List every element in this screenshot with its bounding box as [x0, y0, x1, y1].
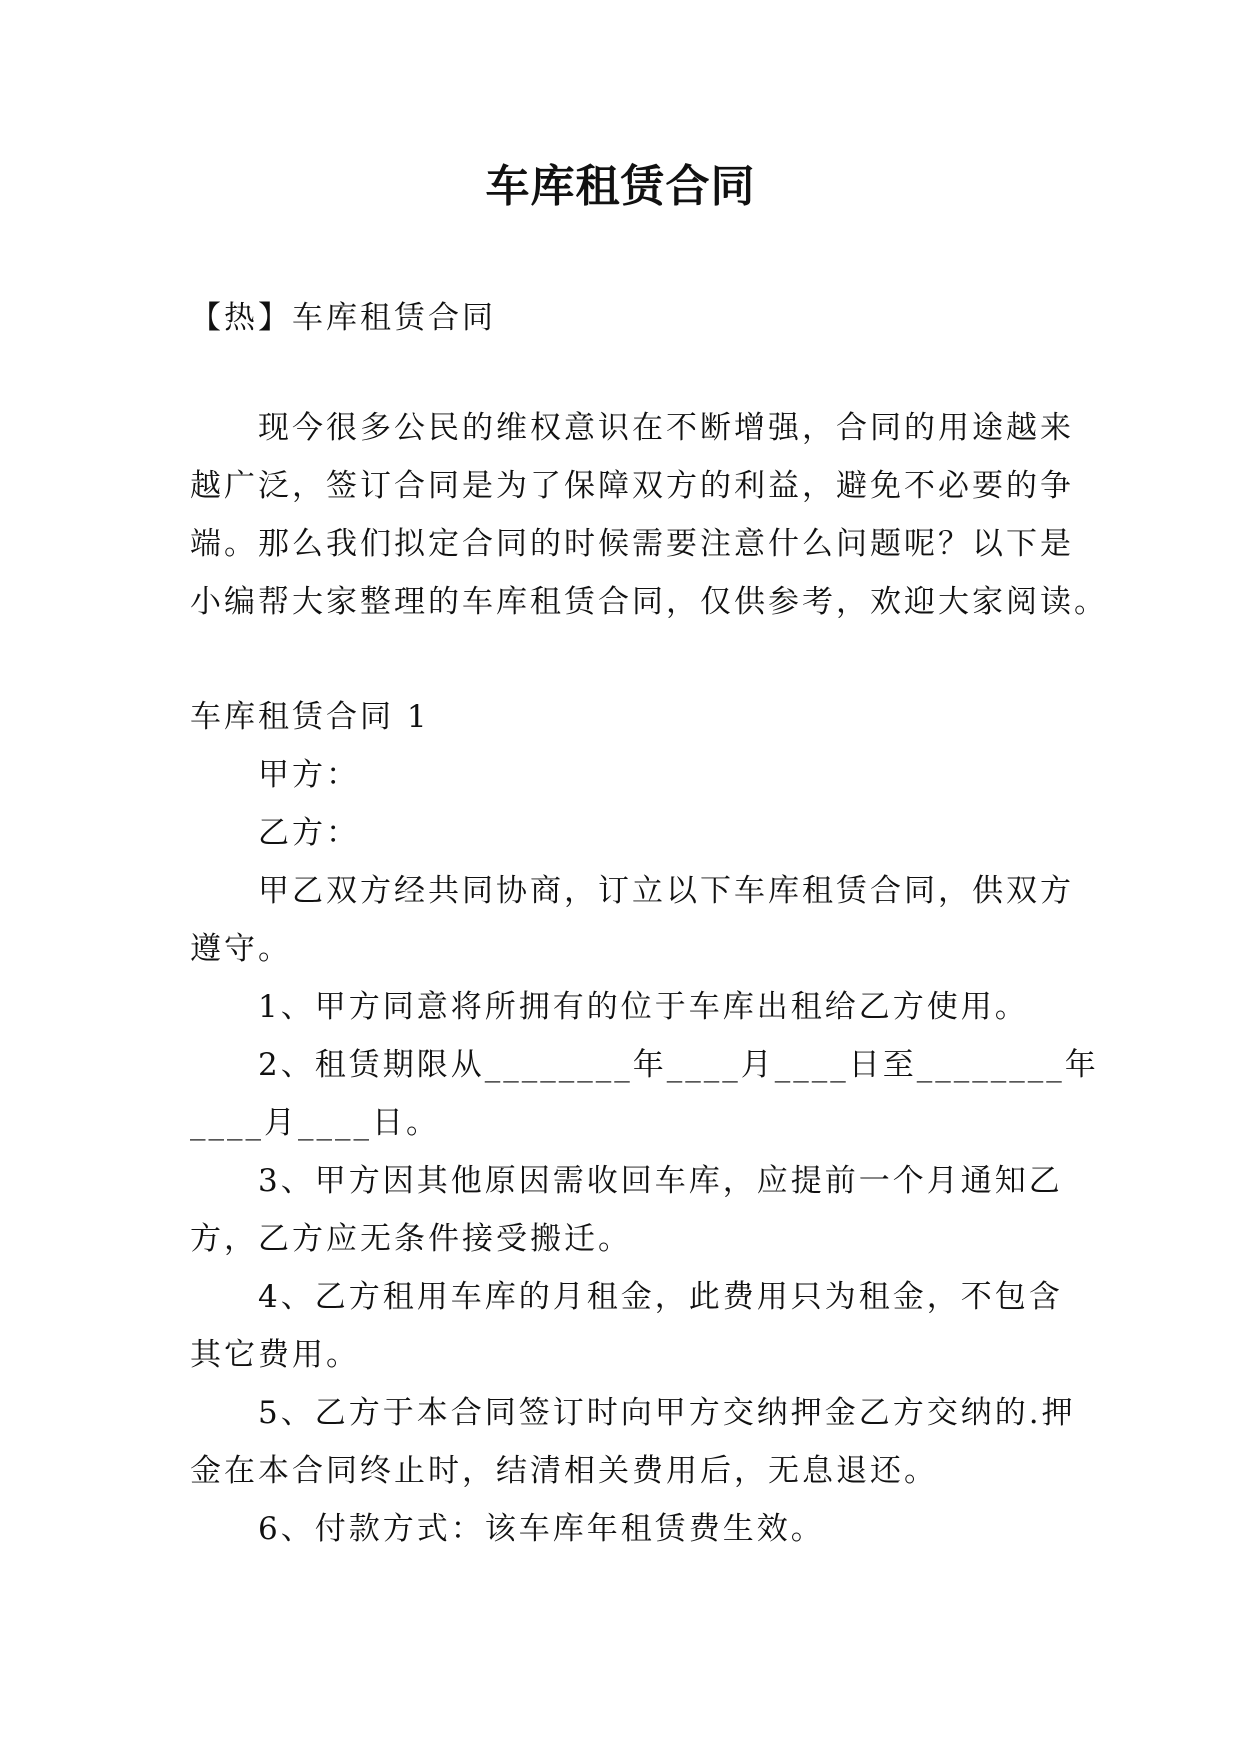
- clause-line: 4、乙方租用车库的月租金，此费用只为租金，不包含: [258, 1279, 1063, 1315]
- contract-heading: 车库租赁合同 1: [190, 699, 430, 735]
- clause-line: 6、付款方式：该车库年租赁费生效。: [258, 1511, 825, 1547]
- clause-line: ____月____日。: [190, 1105, 440, 1141]
- document-subtitle: 【热】车库租赁合同: [190, 300, 496, 336]
- party-b-label: 乙方：: [258, 815, 360, 851]
- intro-line: 小编帮大家整理的车库租赁合同，仅供参考，欢迎大家阅读。: [190, 584, 1108, 620]
- intro-line: 越广泛，签订合同是为了保障双方的利益，避免不必要的争: [190, 468, 1074, 504]
- intro-line: 现今很多公民的维权意识在不断增强，合同的用途越来: [258, 410, 1074, 446]
- clause-line: 5、乙方于本合同签订时向甲方交纳押金乙方交纳的.押: [258, 1395, 1076, 1431]
- clause-line: 金在本合同终止时，结清相关费用后，无息退还。: [190, 1453, 938, 1489]
- clause-line: 其它费用。: [190, 1337, 360, 1373]
- preamble-line: 甲乙双方经共同协商，订立以下车库租赁合同，供双方: [258, 873, 1074, 909]
- intro-line: 端。那么我们拟定合同的时候需要注意什么问题呢？以下是: [190, 526, 1074, 562]
- clause-line: 3、甲方因其他原因需收回车库，应提前一个月通知乙: [258, 1163, 1063, 1199]
- clause-line: 1、甲方同意将所拥有的位于车库出租给乙方使用。: [258, 989, 1029, 1025]
- preamble-line: 遵守。: [190, 931, 292, 967]
- clause-line: 方，乙方应无条件接受搬迁。: [190, 1221, 632, 1257]
- clause-line: 2、租赁期限从________年____月____日至________年: [258, 1047, 1099, 1083]
- document-title: 车库租赁合同: [485, 161, 756, 212]
- party-a-label: 甲方：: [258, 757, 360, 793]
